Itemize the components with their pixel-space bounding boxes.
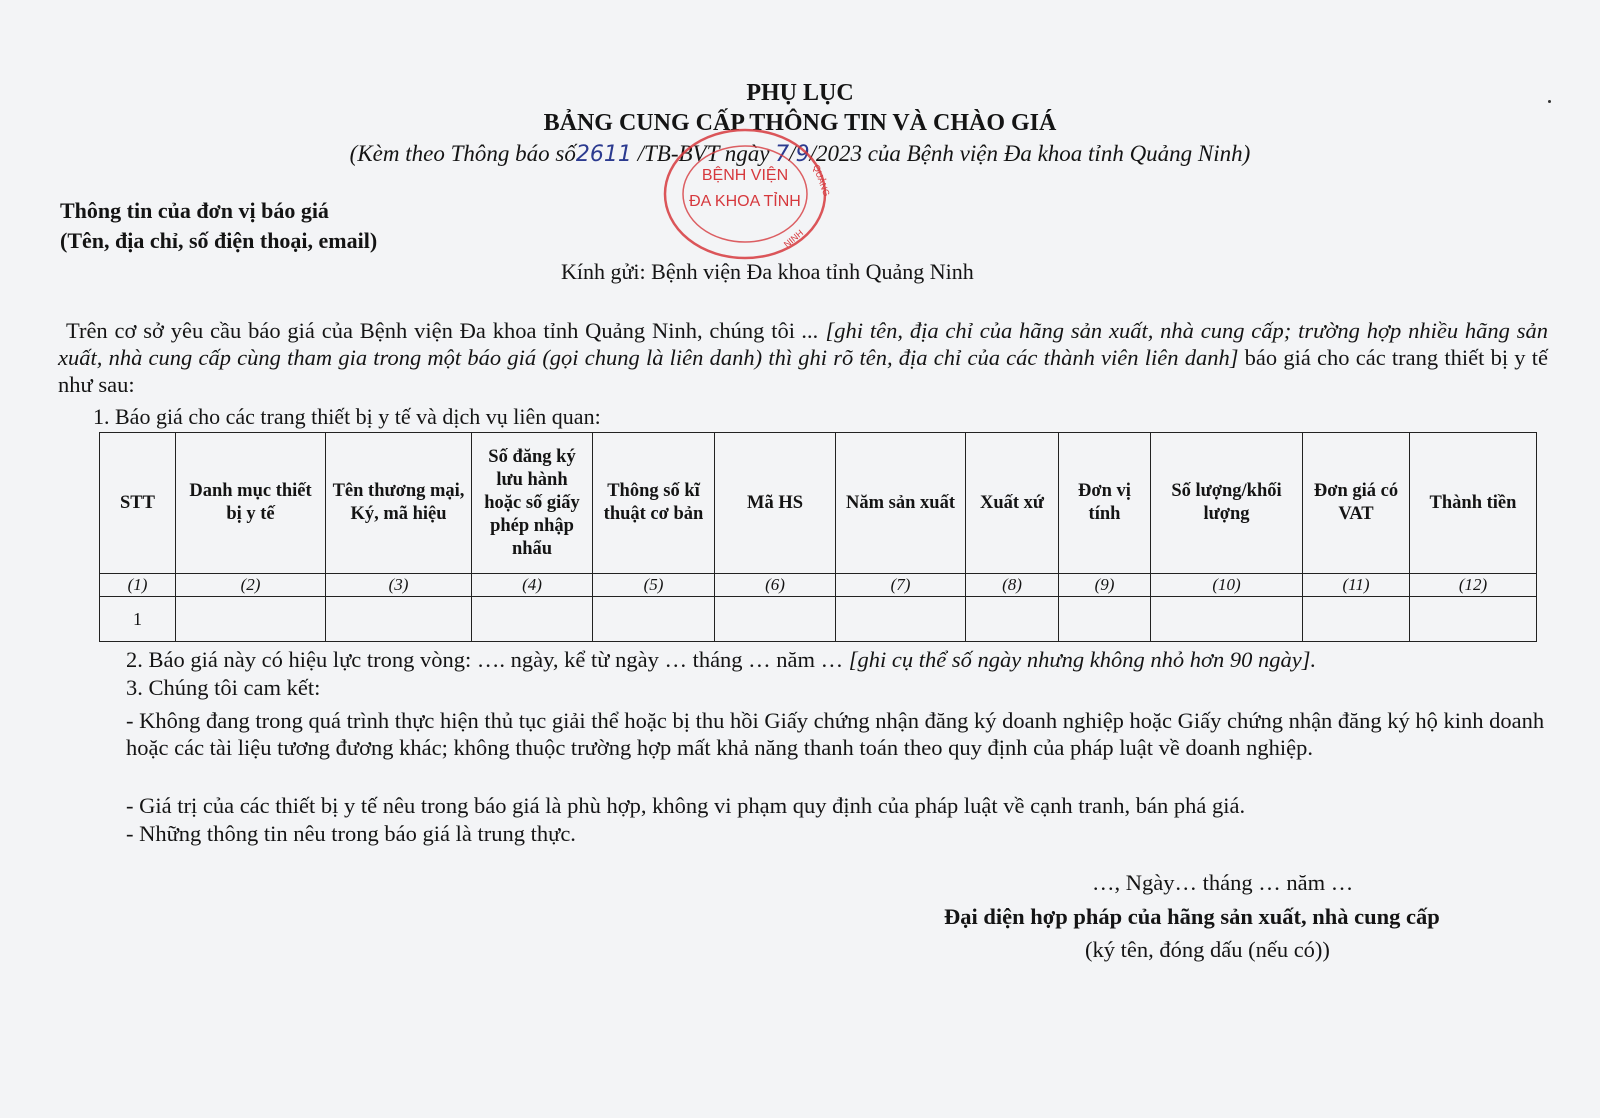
col-number: (8) — [966, 574, 1059, 597]
commitment-item: - Những thông tin nêu trong báo giá là trung thực. — [126, 821, 576, 846]
commitment-item: - Giá trị của các thiết bị y tế nêu trong báo giá là phù hợp, không vi phạm quy định của pháp luật về cạnh tranh, bán phá giá. — [126, 793, 1246, 818]
attachment-prefix: (Kèm theo Thông báo số — [349, 141, 576, 166]
quoter-info-label: Thông tin của đơn vị báo giá — [60, 198, 329, 223]
intro-tail: báo giá cho các trang thiết bị y tế như sau: — [58, 345, 1548, 397]
table-cell — [715, 597, 836, 642]
validity-instruction: [ghi cụ thể số ngày nhưng không nhỏ hơn 90 ngày]. — [848, 647, 1317, 672]
col-header: Tên thương mại, Ký, mã hiệu — [326, 433, 472, 574]
table-header-row — [100, 433, 1537, 574]
table-cell — [176, 597, 326, 642]
col-header: Số đăng ký lưu hành hoặc số giấy phép nhập nhẩu — [472, 433, 593, 574]
stamp-line2: ĐA KHOA TỈNH — [689, 193, 801, 210]
recipient-line: Kính gửi: Bệnh viện Đa khoa tỉnh Quảng Ninh — [561, 259, 974, 284]
col-header: Năm sản xuất — [836, 433, 966, 574]
table-cell — [593, 597, 715, 642]
col-number: (3) — [326, 574, 472, 597]
validity-text: 2. Báo giá này có hiệu lực trong vòng: …. ngày, kể từ ngày … tháng … năm … — [126, 647, 849, 672]
legal-representative-label: Đại diện hợp pháp của hãng sản xuất, nhà cung cấp — [944, 904, 1440, 929]
section-1-heading: 1. Báo giá cho các trang thiết bị y tế và dịch vụ liên quan: — [93, 404, 601, 429]
col-header: Mã HS — [715, 433, 836, 574]
col-number: (9) — [1059, 574, 1151, 597]
table-cell — [1059, 597, 1151, 642]
attachment-suffix: /2023 của Bệnh viện Đa khoa tỉnh Quảng Ninh) — [809, 141, 1251, 166]
col-header: STT — [100, 433, 176, 574]
col-number: (11) — [1303, 574, 1410, 597]
intro-normal: Trên cơ sở yêu cầu báo giá của Bệnh viện Đa khoa tỉnh Quảng Ninh, chúng tôi — [66, 318, 802, 343]
col-header: Đơn giá có VAT — [1303, 433, 1410, 574]
section-2-validity — [126, 647, 1316, 673]
section-3-heading: 3. Chúng tôi cam kết: — [126, 675, 321, 700]
col-number: (12) — [1410, 574, 1537, 597]
col-number: (5) — [593, 574, 715, 597]
table-cell: 1 — [100, 597, 176, 642]
day-handwritten: 7 — [775, 142, 790, 167]
table-number-row — [100, 574, 1537, 597]
attachment-mid: /TB-BVT ngày — [631, 141, 776, 166]
table-cell — [966, 597, 1059, 642]
signature-date-line: …, Ngày… tháng … năm … — [1092, 870, 1354, 895]
document-title: PHỤ LỤC — [746, 80, 854, 106]
col-number: (6) — [715, 574, 836, 597]
intro-instruction: ... [ghi tên, địa chỉ của hãng sản xuất, nhà cung cấp; trường hợp nhiều hãng sản xuất, nhà cung cấp cùng tham gia trong một báo giá (gọi chung là liên danh) thì ghi rõ tên, địa chỉ của các thành viên liên danh] — [58, 318, 1548, 370]
quotation-table — [99, 432, 1537, 642]
document-subtitle: BẢNG CUNG CẤP THÔNG TIN VÀ CHÀO GIÁ — [543, 110, 1057, 136]
stamp-ring-bottom: NINH — [781, 227, 806, 250]
col-header: Đơn vị tính — [1059, 433, 1151, 574]
intro-paragraph — [58, 317, 1548, 398]
quoter-info-hint: (Tên, địa chỉ, số điện thoại, email) — [60, 228, 378, 253]
notice-number-handwritten: 2611 — [575, 142, 632, 167]
col-header: Thành tiền — [1410, 433, 1537, 574]
col-number: (10) — [1151, 574, 1303, 597]
table-row — [100, 597, 1537, 642]
scan-dot — [1548, 100, 1551, 103]
commitment-item: - Không đang trong quá trình thực hiện thủ tục giải thể hoặc bị thu hồi Giấy chứng nhận đăng ký doanh nghiệp hoặc Giấy chứng nhận đăng ký hộ kinh doanh hoặc các tài liệu tương đương khác; không thuộc trường hợp mất khả năng thanh toán theo quy định của pháp luật về doanh nghiệp. — [126, 708, 1545, 760]
table-cell — [1151, 597, 1303, 642]
hospital-stamp-icon — [655, 122, 835, 262]
stamp-ring-top: QUẢNG — [811, 163, 832, 198]
date-slash: / — [789, 141, 796, 166]
col-number: (2) — [176, 574, 326, 597]
col-header: Số lượng/khối lượng — [1151, 433, 1303, 574]
signature-note: (ký tên, đóng dấu (nếu có)) — [1085, 937, 1330, 962]
table-cell — [326, 597, 472, 642]
table-cell — [1303, 597, 1410, 642]
stamp-line1: BỆNH VIỆN — [701, 167, 789, 184]
month-handwritten: 9 — [795, 142, 810, 167]
col-number: (1) — [100, 574, 176, 597]
col-header: Danh mục thiết bị y tế — [176, 433, 326, 574]
table-cell — [472, 597, 593, 642]
col-header: Xuất xứ — [966, 433, 1059, 574]
table-cell — [836, 597, 966, 642]
col-number: (7) — [836, 574, 966, 597]
table-cell — [1410, 597, 1537, 642]
col-header: Thông số kĩ thuật cơ bản — [593, 433, 715, 574]
col-number: (4) — [472, 574, 593, 597]
